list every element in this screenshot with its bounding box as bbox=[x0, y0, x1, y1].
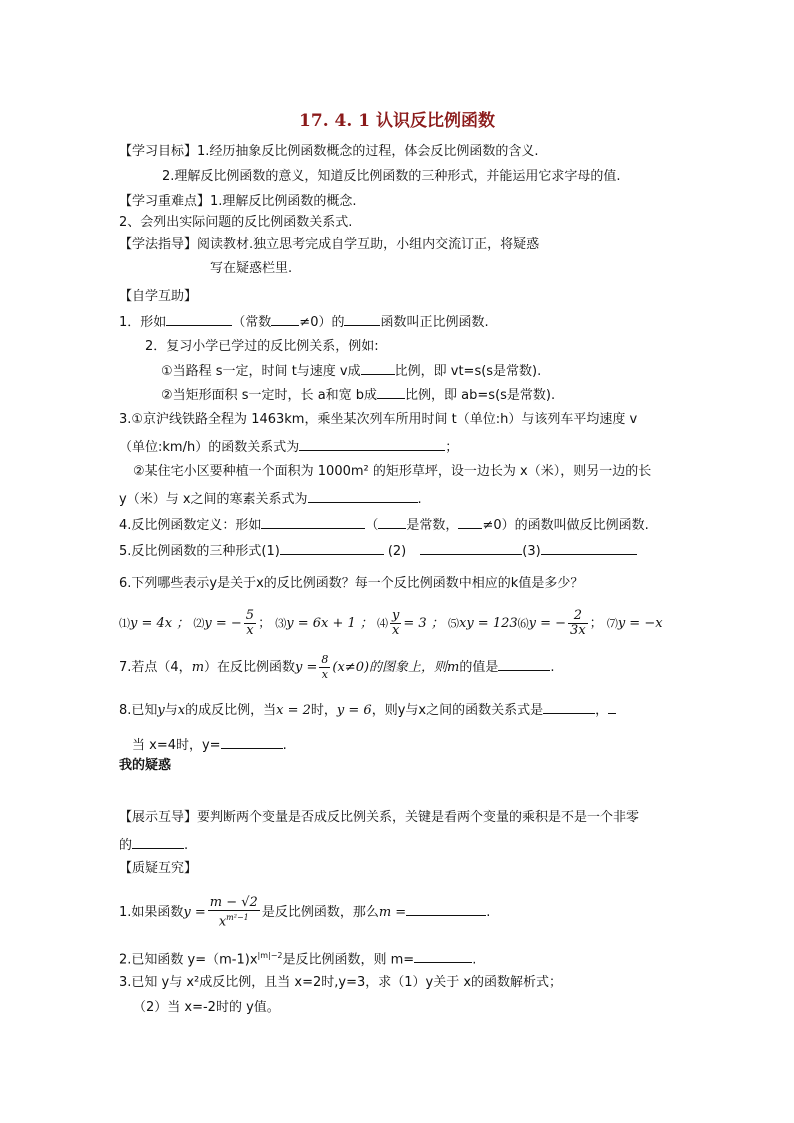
goal-1: 1.经历抽象反比例函数概念的过程，体会反比例函数的含义. bbox=[197, 144, 539, 159]
q6-item-6-lhs: y = − bbox=[528, 616, 567, 631]
q6-item-6-num-val: 2 bbox=[573, 608, 582, 623]
q3b-line-1: ②某住宅小区要种植一个面积为 1000m² 的矩形草坪，设一边长为 x（米），则另一边的长 bbox=[133, 464, 652, 479]
q5-label-2: (2) bbox=[387, 544, 407, 559]
q3b-line-2 bbox=[119, 489, 422, 509]
inq-q2-end: . bbox=[472, 952, 477, 968]
inq-q1-text-b: 是反比例函数，那么 bbox=[261, 905, 379, 920]
inquiry-label: 【质疑互究】 bbox=[119, 861, 198, 876]
inq-q2-text-b: 是反比例函数，则 m= bbox=[282, 952, 415, 968]
goals-label: 【学习目标】 bbox=[119, 144, 198, 159]
q8-blank-1[interactable] bbox=[543, 700, 595, 714]
doubt-heading: 我的疑惑 bbox=[119, 758, 172, 773]
inq-q2-text-a: 2.已知函数 y=（m-1)x bbox=[119, 952, 258, 968]
q2a-blank[interactable] bbox=[361, 361, 395, 375]
q7-text-b: ）在反比例函数 bbox=[204, 660, 296, 675]
q7-lhs: y = bbox=[295, 660, 318, 675]
q6-item-2-num: ⑵ bbox=[193, 617, 205, 630]
q8-x: x bbox=[177, 703, 186, 718]
inq-q1-end: . bbox=[486, 905, 491, 920]
q8-text-c: 的成反比例，当 bbox=[185, 703, 277, 718]
q7-m-2: m bbox=[447, 660, 460, 675]
q6-item-2-den: x bbox=[244, 623, 256, 638]
q6-item-4-num: ⑷ bbox=[377, 617, 389, 630]
q7-blank[interactable] bbox=[498, 657, 550, 671]
q3a-end: ； bbox=[445, 440, 459, 455]
q4-text-d: ≠0）的函数叫做反比例函数. bbox=[482, 518, 649, 533]
method-label: 【学法指导】 bbox=[119, 237, 198, 252]
q6-item-4-num-val: y bbox=[392, 608, 400, 623]
q6-options bbox=[119, 604, 663, 644]
show-text-2: 的 bbox=[119, 838, 133, 853]
q6-item-4-frac bbox=[390, 609, 401, 638]
q1-text-b: （常数 bbox=[232, 315, 272, 330]
q1-text-a: 1．形如 bbox=[119, 315, 167, 330]
inq-q1-den bbox=[208, 910, 260, 929]
q4-line bbox=[119, 515, 649, 535]
goal-line-1 bbox=[119, 143, 539, 161]
q2b-text-b: 比例，即 ab=s(s是常数). bbox=[405, 388, 556, 403]
q4-blank-3[interactable] bbox=[458, 515, 482, 529]
key-2: 2、会列出实际问题的反比例函数关系式. bbox=[119, 215, 353, 230]
q2b-blank[interactable] bbox=[377, 385, 405, 399]
inquiry-q3-line: 3.已知 y与 x²成反比例，且当 x=2时,y=3，求（1）y关于 x的函数解析式； bbox=[119, 975, 563, 990]
q8-end: . bbox=[282, 738, 287, 753]
goal-2: 2.理解反比例函数的意义，知道反比例函数的三种形式，并能运用它求字母的值. bbox=[162, 169, 621, 184]
show-text-1: 要判断两个变量是否成反比例关系，关键是看两个变量的乘积是不是一个非零 bbox=[197, 810, 640, 825]
q6-item-3-num: ⑶ bbox=[275, 617, 287, 630]
key-1: 1.理解反比例函数的概念. bbox=[210, 194, 357, 209]
q8-comma: ， bbox=[595, 703, 609, 718]
q5-line bbox=[119, 541, 637, 561]
inq-q1-den-exp: m²−1 bbox=[226, 912, 249, 922]
q6-item-1: y = 4x ； bbox=[130, 616, 190, 631]
q7-den: x bbox=[319, 667, 330, 682]
method-text-2: 写在疑惑栏里. bbox=[210, 261, 293, 276]
q2a-text-b: 比例，即 vt=s(s是常数). bbox=[394, 364, 542, 379]
show-line-1 bbox=[119, 809, 639, 827]
q7-num: 8 bbox=[321, 653, 329, 666]
q6-item-4-den: x bbox=[390, 623, 401, 638]
q8-text-e: ，则y与x之间的函数关系式是 bbox=[371, 703, 544, 718]
q8-blank-extra[interactable] bbox=[608, 700, 616, 714]
q2b-line bbox=[161, 385, 555, 405]
show-end: . bbox=[184, 838, 189, 853]
q6-item-1-num: ⑴ bbox=[119, 617, 130, 630]
q8-line-2 bbox=[132, 735, 287, 755]
q8-text-b: 与 bbox=[164, 703, 178, 718]
q7-text-d: 的值是 bbox=[459, 660, 499, 675]
q1-line bbox=[119, 312, 489, 332]
q1-blank-2[interactable] bbox=[271, 312, 299, 326]
q2a-text-a: ①当路程 s一定，时间 t与速度 v成 bbox=[161, 364, 361, 379]
q7-end: . bbox=[550, 660, 555, 675]
q3b-text: y（米）与 x之间的寒素关系式为 bbox=[119, 492, 308, 507]
q6-item-2-num-val: 5 bbox=[245, 608, 255, 623]
method-line-1 bbox=[119, 236, 539, 254]
q8-y: y bbox=[157, 703, 165, 718]
q3b-end: . bbox=[417, 492, 422, 507]
inq-q2-blank[interactable] bbox=[414, 949, 472, 963]
q6-line: 6.下列哪些表示y是关于x的反比例函数？每一个反比例函数中相应的k值是多少？ bbox=[119, 576, 584, 591]
q3a-line-1: 3.①京沪线铁路全程为 1463km，乘坐某次列车所用时间 t（单位:h）与该列车平均速度 v bbox=[119, 412, 638, 427]
q6-item-5-num: ⑸ bbox=[447, 617, 459, 630]
q5-label-1: (1) bbox=[261, 544, 280, 559]
q8-text-d: 时， bbox=[310, 703, 337, 718]
q8-line-1 bbox=[119, 700, 616, 720]
q1-text-d: 函数叫正比例函数. bbox=[380, 315, 489, 330]
q4-text-b: （ bbox=[365, 518, 379, 533]
key-line-1 bbox=[119, 193, 357, 211]
inq-q1-lhs: y = bbox=[183, 905, 206, 920]
q1-blank-3[interactable] bbox=[344, 312, 380, 326]
q1-blank-1[interactable] bbox=[166, 312, 232, 326]
show-label: 【展示互导】 bbox=[119, 810, 198, 825]
q3a-blank[interactable] bbox=[299, 437, 445, 451]
q3a-line-2 bbox=[119, 437, 458, 457]
q6-item-6-num: ⑹ bbox=[517, 617, 529, 630]
q6-item-5: xy = 123 bbox=[458, 616, 518, 631]
inquiry-q2-line bbox=[119, 947, 476, 969]
inq-q1-blank[interactable] bbox=[406, 902, 486, 916]
q2-line: 2．复习小学已学过的反比例关系，例如: bbox=[145, 339, 379, 354]
q3a-text: （单位:km/h）的函数关系式为 bbox=[119, 440, 300, 455]
method-text-1: 阅读教材.独立思考完成自学互助，小组内交流订正，将疑惑 bbox=[197, 237, 540, 252]
q6-item-3: y = 6x + 1 ； bbox=[286, 616, 373, 631]
q5-blank-1[interactable] bbox=[280, 541, 384, 555]
show-line-2 bbox=[119, 835, 188, 855]
inq-q1-m: m = bbox=[378, 905, 407, 920]
q7-line bbox=[119, 652, 555, 684]
q6-item-7: y = −x bbox=[617, 616, 663, 631]
q7-text-a: 7.若点（4， bbox=[119, 660, 192, 675]
inq-q1-frac bbox=[208, 896, 260, 929]
q6-item-4-rhs: = 3 ； bbox=[403, 616, 444, 631]
q8-y-val: y = 6 bbox=[336, 703, 372, 718]
inquiry-q3b-line: （2）当 x=-2时的 y值。 bbox=[133, 1000, 280, 1015]
q8-blank-2[interactable] bbox=[221, 735, 283, 749]
q4-blank-2[interactable] bbox=[378, 515, 406, 529]
q6-item-2-frac bbox=[244, 609, 256, 638]
q7-text-c: (x≠0)的图象上，则 bbox=[332, 660, 448, 675]
q6-item-2-lhs: y = − bbox=[204, 616, 242, 631]
page-title: 17. 4. 1 认识反比例函数 bbox=[299, 111, 495, 131]
q4-text-a: 4.反比例函数定义：形如 bbox=[119, 518, 262, 533]
q5-label-3: (3) bbox=[522, 544, 541, 559]
self-study-label: 【自学互助】 bbox=[119, 289, 198, 304]
q6-item-6-den: 3x bbox=[570, 623, 586, 638]
q8-x-val: x = 2 bbox=[276, 703, 311, 718]
q5-blank-2[interactable] bbox=[420, 541, 522, 555]
inq-q1-num: m − √2 bbox=[209, 894, 258, 910]
q8-text-f: 当 x=4时，y= bbox=[132, 738, 221, 753]
q3b-blank[interactable] bbox=[308, 489, 418, 503]
show-blank[interactable] bbox=[132, 835, 184, 849]
q2b-text-a: ②当矩形面积 s一定时，长 a和宽 b成 bbox=[161, 388, 378, 403]
key-label: 【学习重难点】 bbox=[119, 194, 211, 209]
q5-blank-3[interactable] bbox=[541, 541, 637, 555]
inq-q1-text-a: 1.如果函数 bbox=[119, 905, 184, 920]
q4-text-c: 是常数， bbox=[406, 518, 459, 533]
q7-m-1: m bbox=[191, 660, 205, 675]
q6-item-6-end: ； bbox=[589, 616, 603, 631]
q1-text-c: ≠0）的 bbox=[299, 315, 345, 330]
q4-blank-1[interactable] bbox=[261, 515, 365, 529]
q6-item-2-end: ； bbox=[258, 616, 272, 631]
inq-q1-den-x: x bbox=[218, 914, 227, 930]
q2a-line bbox=[161, 361, 541, 381]
q6-item-7-num: ⑺ bbox=[606, 617, 618, 630]
q8-text-a: 8.已知 bbox=[119, 703, 158, 718]
inquiry-q1-line bbox=[119, 893, 490, 933]
inq-q2-exp: |m|−2 bbox=[257, 951, 283, 960]
q7-frac bbox=[319, 653, 330, 682]
q5-text: 5.反比例函数的三种形式 bbox=[119, 544, 262, 559]
q6-item-6-frac bbox=[568, 609, 588, 638]
